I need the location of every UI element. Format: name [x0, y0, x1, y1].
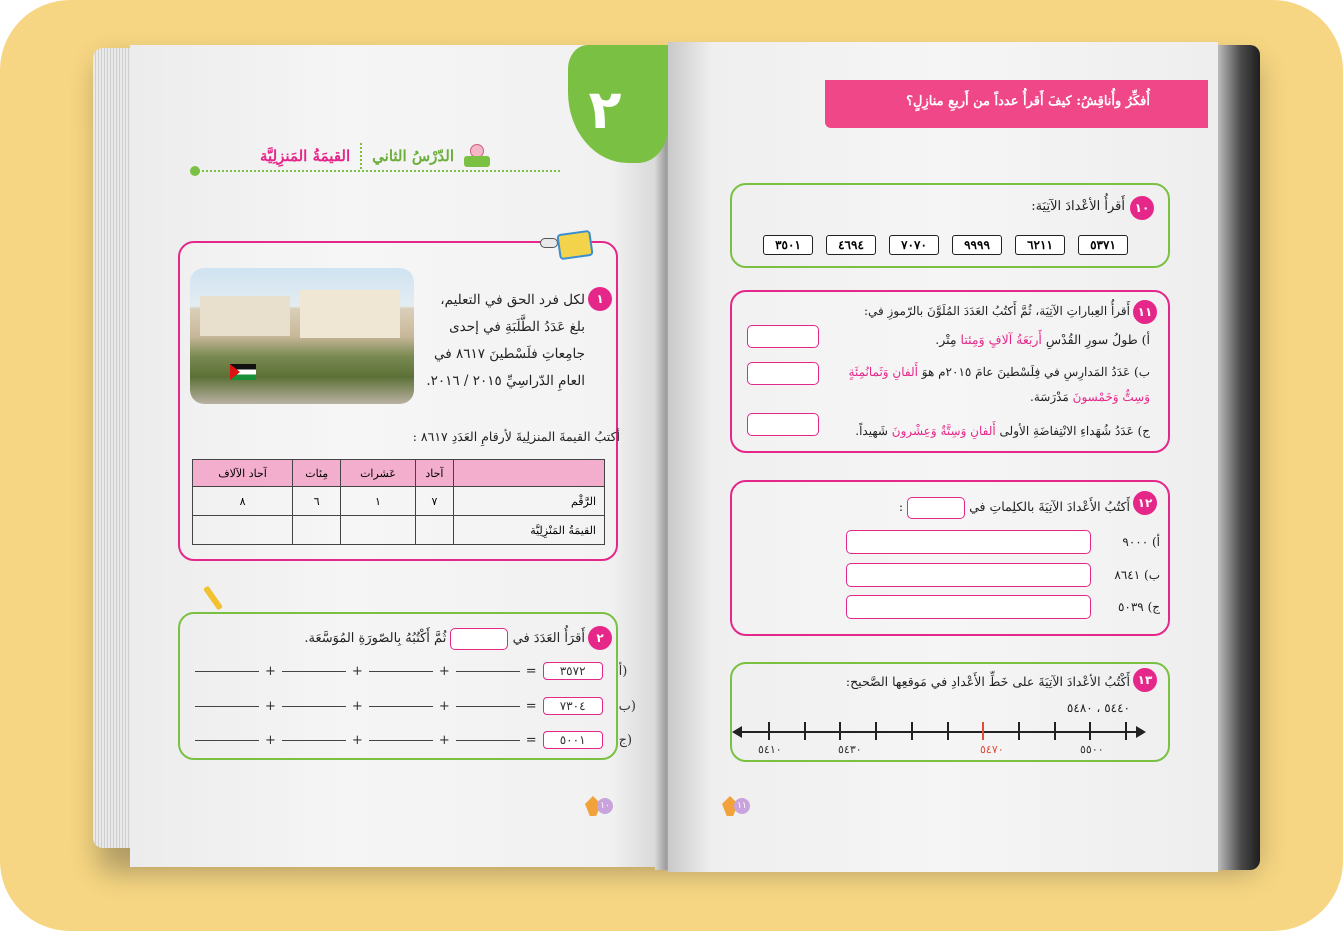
banner-text: أُفكِّرُ وأُناقِشُ: كيفَ أَقرأُ عدداً من أَربعِ منازِلٍ؟ — [906, 94, 1150, 109]
ex1-line-4: العامِ الدّراسِيِّ ٢٠١٥ / ٢٠١٦. — [426, 373, 585, 389]
answer-blank[interactable] — [369, 706, 433, 707]
page-number-text: ١٠ — [597, 798, 613, 814]
number-card: ٩٩٩٩ — [952, 235, 1002, 255]
ex11-item-a — [830, 326, 1150, 353]
number-line-tick — [1125, 722, 1127, 740]
table-row-label: القيمَةُ المَنْزِلِيَّة — [454, 516, 605, 545]
number-line-tick — [839, 722, 841, 740]
ex13-given-numbers: ٥٤٤٠ ، ٥٤٨٠ — [1066, 701, 1130, 715]
exercise-11-badge: ١١ — [1133, 300, 1157, 324]
header-dot — [190, 166, 200, 176]
table-header-cell: عَشرات — [341, 460, 415, 487]
exercise-10-badge: ١٠ — [1130, 196, 1154, 220]
number-line-label: ٥٤١٠ — [758, 743, 782, 756]
number-line-tick — [875, 722, 877, 740]
ex11-item-c — [830, 418, 1150, 445]
answer-blank[interactable] — [369, 671, 433, 672]
number-line-label-highlighted: ٥٤٧٠ — [980, 743, 1004, 756]
exercise-2-instruction — [285, 625, 585, 652]
ex11-answer-box-a[interactable] — [747, 325, 819, 348]
ex12-item-c — [1090, 594, 1160, 621]
ex12-label: ج) — [1147, 600, 1160, 614]
ex11-c-text: ج) عَدَدُ شُهَداءِ الانْتِفاضَةِ الأولى — [999, 424, 1150, 438]
chapter-number: ٢ — [588, 78, 622, 141]
ex2-row-a — [195, 662, 627, 680]
ex11-a-end: مِتْر. — [935, 332, 957, 347]
ex12-answer-field-b[interactable] — [846, 563, 1091, 587]
ex2-instruction-part2: ثُمَّ أَكْتُبُهُ بِالصّورَةِ المُوَسَّعَة. — [304, 631, 447, 646]
number-line-tick — [911, 722, 913, 740]
equals-sign: = — [525, 663, 537, 679]
equals-sign: = — [525, 698, 537, 714]
header-divider — [360, 143, 362, 169]
table-header-cell: مِئات — [293, 460, 341, 487]
flag-icon — [230, 364, 256, 380]
ex12-value: ٩٠٠٠ — [1122, 535, 1149, 549]
ex10-numbers — [763, 235, 1128, 255]
ex11-b-highlight: أَلفانِ وَثَمانُمِئَةٍ وَسِتٌّ وَخَمْسونَ — [848, 365, 1150, 404]
think-discuss-banner — [825, 80, 1208, 128]
number-line-tick — [768, 722, 770, 740]
table-header-row — [193, 460, 605, 487]
number-line-label: ٥٥٠٠ — [1080, 743, 1104, 756]
header-dotted-line — [195, 170, 560, 172]
ex2-label: ج) — [618, 732, 633, 748]
answer-blank[interactable] — [195, 740, 259, 741]
answer-blank[interactable] — [456, 706, 520, 707]
place-value-table — [192, 459, 605, 545]
ex12-value: ٥٠٣٩ — [1117, 600, 1144, 614]
plus-sign: + — [351, 698, 363, 714]
page-number-text: ١١ — [734, 798, 750, 814]
exercise-2-badge: ٢ — [588, 626, 612, 650]
answer-blank[interactable] — [456, 671, 520, 672]
ex2-instruction-part1: أَقرَأُ العَدَدَ في — [512, 631, 585, 646]
number-line-label: ٥٤٣٠ — [838, 743, 862, 756]
number-line-tick — [1018, 722, 1020, 740]
ex12-label: أ) — [1151, 535, 1160, 549]
number-card: ٥٣٧١ — [1078, 235, 1128, 255]
table-row — [193, 516, 605, 545]
table-row-label: الرَّقْم — [454, 487, 605, 516]
answer-blank[interactable] — [282, 706, 346, 707]
ex11-b-text: ب) عَدَدُ المَدارِسِ في فِلَسْطينَ عامَ ٢٠١٥م هوَ — [921, 365, 1150, 379]
arrow-left-icon — [732, 726, 742, 738]
ex1-line-3: جامِعاتِ فلَسْطينَ ٨٦١٧ في — [433, 346, 585, 362]
number-line-tick — [947, 722, 949, 740]
number-card: ٤٦٩٤ — [826, 235, 876, 255]
exercise-1-text — [420, 287, 585, 395]
book-cover-edge — [1212, 45, 1260, 870]
ex12-item-b — [1090, 562, 1160, 589]
number-line-axis — [738, 731, 1140, 733]
ex11-b-end: مَدْرَسَة. — [1030, 390, 1069, 404]
table-header-cell: آحاد الآلاف — [193, 460, 293, 487]
table-cell: ٧ — [415, 487, 454, 516]
number-line-tick — [804, 722, 806, 740]
exercise-13-badge: ١٣ — [1133, 668, 1157, 692]
ex12-instruction-box — [907, 497, 965, 519]
answer-blank[interactable] — [282, 671, 346, 672]
exercise-1-instruction: أكتبُ القيمةَ المنزلِيةَ لأرقامِ العَدَدِ ٨٦١٧ : — [412, 429, 620, 444]
ex11-c-end: شَهيداً. — [855, 424, 888, 438]
lesson-number: الدّرْسُ الثاني — [372, 147, 455, 165]
plus-sign: + — [438, 663, 450, 679]
exercise-12-instruction — [870, 493, 1130, 520]
ex12-colon: : — [898, 499, 904, 514]
answer-blank[interactable] — [195, 706, 259, 707]
table-cell: ٨ — [193, 487, 293, 516]
answer-blank[interactable] — [195, 671, 259, 672]
ex12-label: ب) — [1144, 568, 1160, 582]
ex11-answer-box-c[interactable] — [747, 413, 819, 436]
number-line-tick — [982, 722, 984, 740]
number-card: ٧٠٧٠ — [889, 235, 939, 255]
table-cell: ١ — [341, 487, 415, 516]
plus-sign: + — [265, 663, 276, 679]
plus-sign: + — [265, 698, 276, 714]
table-cell: ٦ — [293, 487, 341, 516]
ex11-a-text: أ) طولُ سورِ القُدْسِ — [1045, 332, 1150, 347]
ex2-number: ٧٣٠٤ — [543, 697, 603, 715]
ex2-number: ٥٠٠١ — [543, 731, 603, 749]
ex2-label: أ) — [618, 663, 628, 679]
university-photo — [190, 268, 414, 404]
ex12-item-a — [1090, 529, 1160, 556]
exercise-12-badge: ١٢ — [1133, 491, 1157, 515]
plus-sign: + — [438, 732, 450, 748]
plus-sign: + — [265, 732, 276, 748]
ex2-number: ٣٥٧٢ — [543, 662, 603, 680]
page-edges-left — [93, 48, 133, 848]
exercise-13-instruction: أَكْتُبُ الأعْدادَ الآتِيَةَ على خَطِّ الأَعْدادِ في مَوقعِها الصَّحيح: — [845, 674, 1130, 689]
table-row — [193, 487, 605, 516]
page-number-left — [585, 796, 613, 818]
answer-blank[interactable] — [456, 740, 520, 741]
answer-blank[interactable] — [282, 740, 346, 741]
exercise-1-badge: ١ — [588, 287, 612, 311]
ex12-value: ٨٦٤١ — [1114, 568, 1141, 582]
ex12-instruction-text: أَكتُبُ الأَعْدادَ الآتِيَةَ بالكلِماتِ في — [969, 499, 1130, 514]
number-line-tick — [1054, 722, 1056, 740]
plus-sign: + — [351, 663, 363, 679]
ex2-instruction-box — [450, 628, 508, 650]
table-cell-input[interactable] — [341, 516, 415, 545]
ex2-label: ب) — [618, 698, 636, 714]
ex11-c-highlight: أَلفانِ وَسِتَّةٌ وَعِشْرونَ — [891, 424, 996, 438]
number-card: ٣٥٠١ — [763, 235, 813, 255]
kids-reading-clipart-icon — [540, 228, 604, 264]
answer-blank[interactable] — [369, 740, 433, 741]
exercise-11-instruction: أَقرأُ العِباراتِ الآتِيَة، ثُمَّ أَكتُبُ العَدَدَ المُلَوَّنَ بالرّموزِ في: — [863, 304, 1130, 318]
equals-sign: = — [525, 732, 537, 748]
plus-sign: + — [438, 698, 450, 714]
plus-sign: + — [351, 732, 363, 748]
table-cell-input[interactable] — [193, 516, 293, 545]
number-line-tick — [1089, 722, 1091, 740]
ex1-line-2: بلغ عَدَدُ الطَّلَبَةِ في إحدى — [449, 319, 585, 335]
arrow-right-icon — [1136, 726, 1146, 738]
ex2-row-c — [195, 731, 632, 749]
ex12-answer-field-a[interactable] — [846, 530, 1091, 554]
lesson-title: القيمَةُ المَنزِلِيَّة — [260, 147, 351, 165]
ex12-answer-field-c[interactable] — [846, 595, 1091, 619]
reading-child-icon — [464, 144, 490, 168]
page-number-right — [722, 796, 750, 818]
table-cell-input[interactable] — [415, 516, 454, 545]
ex11-item-b — [830, 360, 1150, 410]
table-cell-input[interactable] — [293, 516, 341, 545]
table-header-cell: آحاد — [415, 460, 454, 487]
ex11-a-highlight: أَربَعَةُ آلافٍ وَمِئتا — [960, 332, 1042, 347]
ex1-line-1: لكل فرد الحق في التعليم، — [440, 292, 585, 308]
lesson-header — [260, 142, 490, 170]
table-header-cell — [454, 460, 605, 487]
exercise-10-instruction: أَقرأُ الأعْدادَ الآتِيَة: — [1031, 199, 1125, 214]
number-card: ٦٢١١ — [1015, 235, 1065, 255]
ex2-row-b — [195, 697, 636, 715]
ex11-answer-box-b[interactable] — [747, 362, 819, 385]
